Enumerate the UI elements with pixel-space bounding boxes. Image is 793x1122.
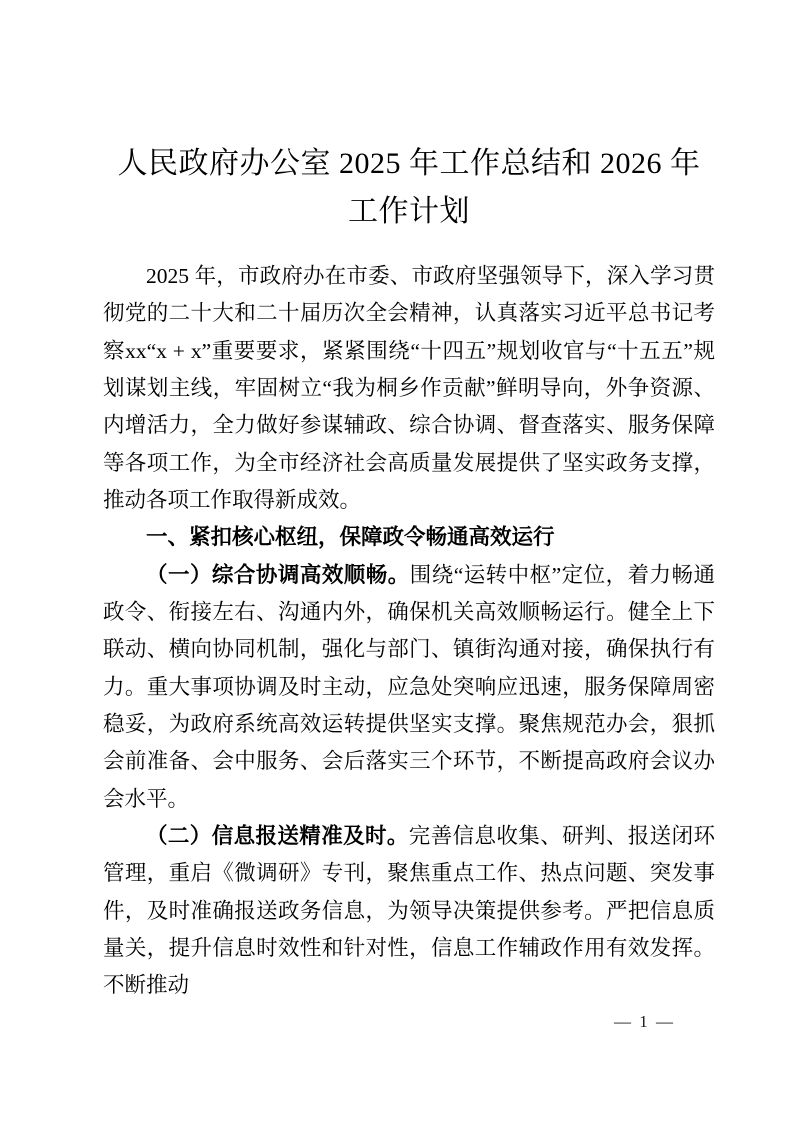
section-1-item-1-lead: （一）综合协调高效顺畅。: [146, 562, 410, 587]
document-content: [103, 140, 715, 1005]
section-1-item-2-paragraph: [103, 818, 715, 1005]
section-1-item-1-paragraph: [103, 557, 715, 818]
section-1-item-2-body: 完善信息收集、研判、报送闭环管理，重启《微调研》专刊，聚焦重点工作、热点问题、突发事件，及时准确报送政务信息，为领导决策提供参考。严把信息质量关，提升信息时效性和针对性，信息工作辅政作用有效发挥。不断推动: [103, 823, 715, 998]
section-1-item-1-body: 围绕“运转中枢”定位，着力畅通政令、衔接左右、沟通内外，确保机关高效顺畅运行。健全上下联动、横向协同机制，强化与部门、镇街沟通对接，确保执行有力。重大事项协调及时主动，应急处突响应迅速，服务保障周密稳妥，为政府系统高效运转提供坚实支撑。聚焦规范办会，狠抓会前准备、会中服务、会后落实三个环节，不断提高政府会议办会水平。: [103, 562, 715, 811]
document-title: 人民政府办公室 2025 年工作总结和 2026 年工作计划: [117, 147, 701, 228]
intro-paragraph: 2025 年，市政府办在市委、市政府坚强领导下，深入学习贯彻党的二十大和二十届历次全会精神，认真落实习近平总书记考察xx“x + x”重要要求，紧紧围绕“十四五”规划收官与“十五五”规划谋划主线，牢固树立“我为桐乡作贡献”鲜明导向，外争资源、内增活力，全力做好参谋辅政、综合协调、督查落实、服务保障等各项工作，为全市经济社会高质量发展提供了坚实政务支撑，推动各项工作取得新成效。: [103, 264, 715, 512]
page-number: — 1 —: [614, 1012, 675, 1031]
document-body: [103, 258, 715, 1005]
section-1-item-2-lead: （二）信息报送精准及时。: [146, 823, 409, 848]
section-1-heading: 一、紧扣核心枢纽，保障政令畅通高效运行: [146, 525, 555, 550]
